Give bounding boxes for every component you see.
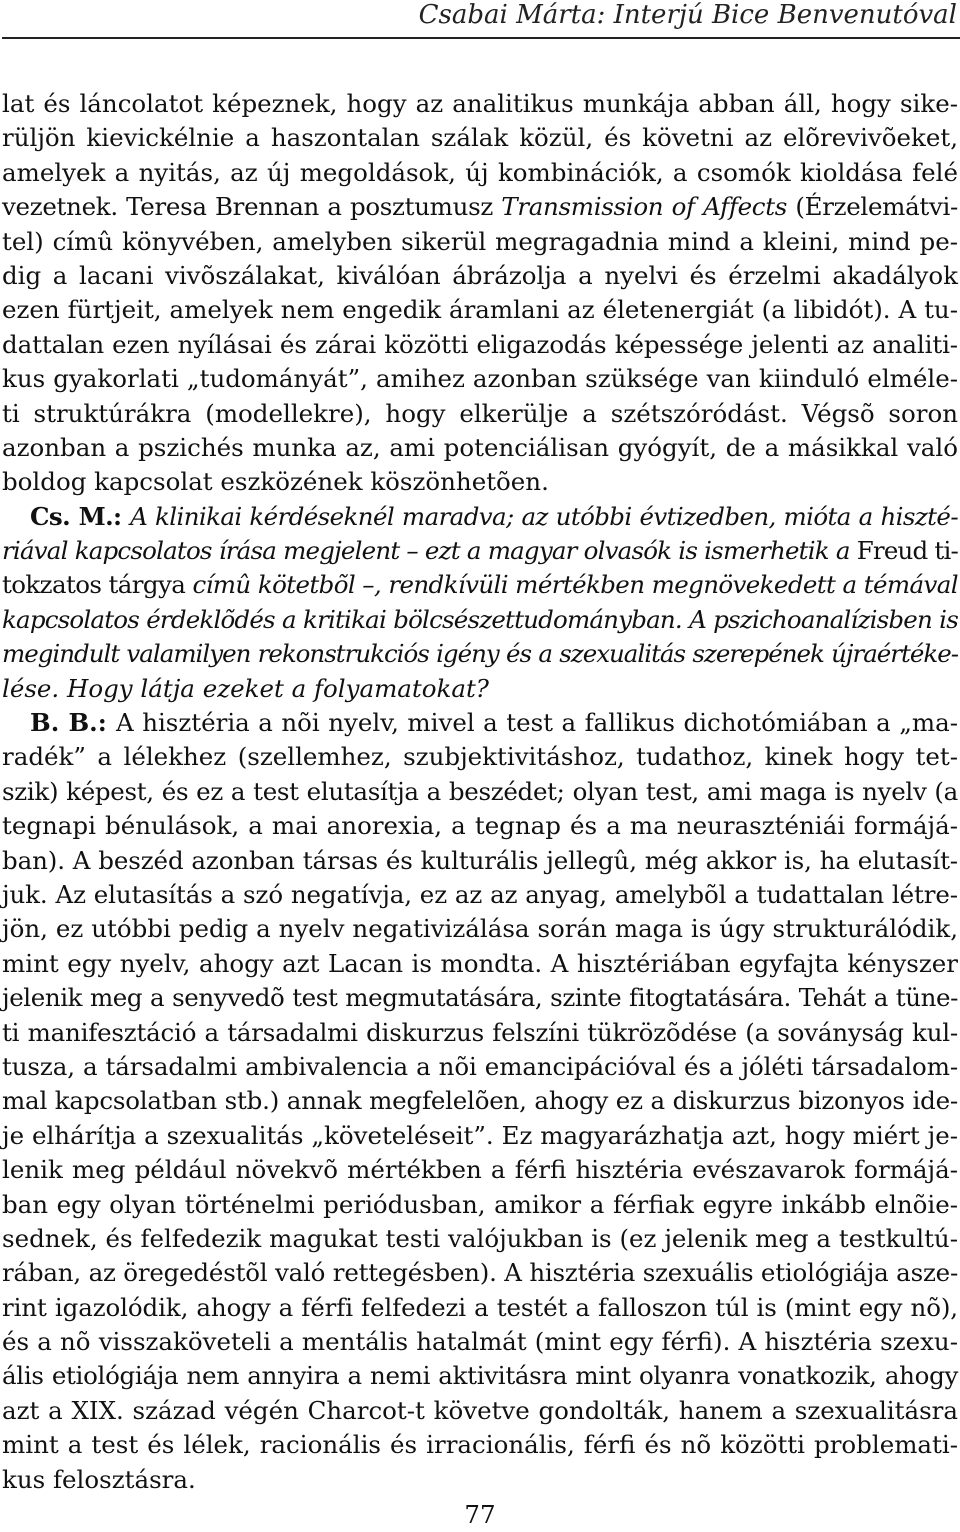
question-line	[2, 534, 958, 568]
text-run: címû kötetbõl –, rendkívüli mértékben megnövekedett a témával	[185, 570, 958, 600]
text-line: rüljön kievickélnie a haszontalan szálak közül, és követni az elõrevivõeket,	[2, 123, 958, 153]
text-run: riával kapcsolatos írása megjelent – ezt a magyar olvasók is ismerhetik a	[2, 536, 857, 566]
answer-line: mal kapcsolatban stb.) annak megfelelõen, ahogy ez a diskurzus bizonyos ide-	[2, 1086, 958, 1116]
answer-line: tusza, a társadalmi ambivalencia a nõi emancipációval és a jóléti társadalom-	[2, 1051, 958, 1081]
answer-line: sednek, és felfedezik magukat testi valójukban is (ez jelenik meg a testkultú-	[2, 1223, 958, 1253]
answer-line: jön, ez utóbbi pedig a nyelv negativizálása során maga is úgy strukturálódik,	[2, 914, 958, 944]
question-line: megindult valamilyen rekonstrukciós igény és a szexualitás szerepének újraértéke-	[2, 639, 958, 669]
running-head: Csabai Márta: Interjú Bice Benvenutóval	[418, 0, 957, 30]
question-line: lése. Hogy látja ezeket a folyamatokat?	[2, 673, 489, 703]
answer-line: ban). A beszéd azonban társas és kulturális jellegû, még akkor is, ha elutasít-	[2, 845, 958, 875]
answer-line: kus felosztásra.	[2, 1464, 196, 1494]
answer-line: szik) képest, és ez a test elutasítja a beszédet; olyan test, ami maga is nyelv (a	[2, 776, 958, 806]
book-title: tokzatos tárgya	[2, 570, 186, 600]
question-line	[2, 568, 958, 602]
page-number: 77	[464, 1500, 496, 1529]
answer-line: ális etiológiája nem annyira a nemi aktivitásra mint olyanra vonatkozik, ahogy	[2, 1361, 958, 1391]
answer-line: ban egy olyan történelmi periódusban, amikor a férfiak egyre inkább elnõie-	[2, 1189, 958, 1219]
text-run: vezetnek. Teresa Brennan a posztumusz	[2, 192, 502, 222]
answer-line: ti manifesztáció a társadalmi diskurzus felszíni tükrözõdése (a soványság kul-	[2, 1017, 958, 1047]
question-line: kapcsolatos érdeklõdés a kritikai bölcsészettudományban. A pszichoanalízisben is	[2, 604, 958, 634]
book-title: Transmission of Affects	[501, 192, 788, 222]
article-text	[2, 87, 958, 1497]
answer-line: lenik meg például növekvõ mértékben a férfi hisztéria evészavarok formájá-	[2, 1155, 958, 1185]
text-run: (Érzelemátvi-	[787, 192, 959, 222]
book-title: Freud ti-	[856, 536, 958, 566]
text-line	[2, 190, 958, 224]
question-line	[2, 500, 958, 534]
answer-line: jelenik meg a senyvedõ test megmutatására, szinte fitogtatására. Tehát a tüne-	[2, 983, 958, 1013]
answer-line: rint igazolódik, ahogy a férfi felfedezi a testét a falloszon túl is (mint egy nõ),	[2, 1292, 958, 1322]
answer-line: mint a test és lélek, racionális és irracionális, férfi és nõ közötti problemati-	[2, 1430, 958, 1460]
text-run: A hisztéria a nõi nyelv, mivel a test a fallikus dichotómiában a „ma-	[116, 708, 959, 738]
text-line: amelyek a nyitás, az új megoldások, új kombinációk, a csomók kioldása felé	[2, 157, 958, 187]
text-line: kus gyakorlati „tudományát”, amihez azonban szüksége van kiinduló elméle-	[2, 364, 958, 394]
text-line: dattalan ezen nyílásai és zárai közötti eligazodás képessége jelenti az analiti-	[2, 329, 958, 359]
text-line: tel) címû könyvében, amelyben sikerül megragadnia mind a kleini, mind pe-	[2, 226, 958, 256]
answer-line: tegnapi bénulások, a mai anorexia, a tegnap és a ma neuraszténiái formájá-	[2, 811, 958, 841]
text-line: dig a lacani vivõszálakat, kiválóan ábrázolja a nyelvi és érzelmi akadályok	[2, 260, 958, 290]
speaker-label: B. B.:	[30, 708, 116, 738]
answer-line	[2, 706, 958, 740]
answer-line: azt a XIX. század végén Charcot-t követve gondolták, hanem a szexualitásra	[2, 1395, 958, 1425]
speaker-label: Cs. M.:	[30, 501, 131, 531]
text-line: ezen fürtjeit, amelyek nem engedik áramlani az életenergiát (a libidót). A tu-	[2, 295, 958, 325]
text-run: A klinikai kérdéseknél maradva; az utóbbi évtizedben, mióta a hiszté-	[130, 501, 958, 531]
text-line: boldog kapcsolat eszközének köszönhetõen.	[2, 467, 549, 497]
text-line: azonban a pszichés munka az, ami potenciálisan gyógyít, de a másikkal való	[2, 432, 958, 462]
answer-line: juk. Az elutasítás a szó negatívja, ez az az anyag, amelybõl a tudattalan létre-	[2, 879, 958, 909]
answer-line: je elhárítja a szexualitás „követeléseit”. Ez magyarázhatja azt, hogy miért je-	[2, 1120, 958, 1150]
text-line: ti struktúrákra (modellekre), hogy elkerülje a szétszóródást. Végsõ soron	[2, 398, 958, 428]
header-rule	[2, 37, 960, 39]
answer-line: és a nõ visszaköveteli a mentális hatalmát (mint egy férfi). A hisztéria szexu-	[2, 1327, 958, 1357]
answer-line: radék” a lélekhez (szellemhez, szubjektivitáshoz, tudathoz, kinek hogy tet-	[2, 742, 958, 772]
text-line: lat és láncolatot képeznek, hogy az analitikus munkája abban áll, hogy sike-	[2, 89, 958, 118]
answer-line: rában, az öregedéstõl való rettegésben). A hisztéria szexuális etiológiája asze-	[2, 1258, 959, 1288]
answer-line: mint egy nyelv, ahogy azt Lacan is mondta. A hisztériában egyfajta kényszer	[2, 948, 958, 978]
